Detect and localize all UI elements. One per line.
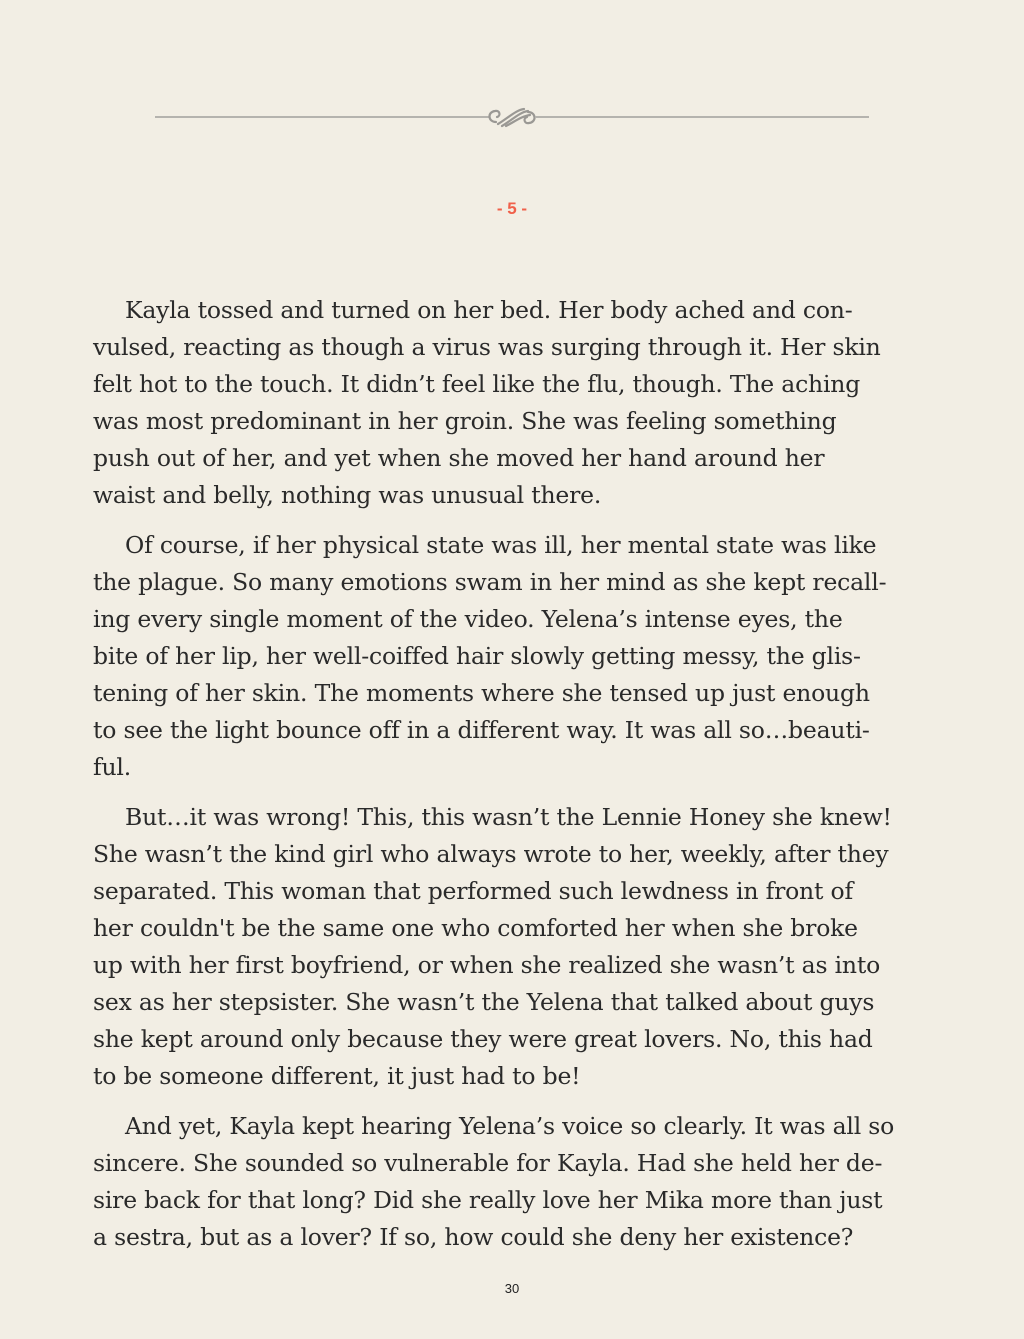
text-line: sex as her stepsister. She wasn’t the Yelena that talked about guys <box>93 988 875 1016</box>
text-line: vulsed, reacting as though a virus was surging through it. Her skin <box>93 333 881 361</box>
paragraph <box>93 292 953 514</box>
text-line: she kept around only because they were great lovers. No, this had <box>93 1025 873 1053</box>
text-line: Of course, if her physical state was ill, her mental state was like <box>125 531 877 559</box>
text-line: to see the light bounce off in a different way. It was all so…beauti- <box>93 716 870 744</box>
text-line: bite of her lip, her well-coiffed hair slowly getting messy, the glis- <box>93 642 861 670</box>
text-line: ing every single moment of the video. Yelena’s intense eyes, the <box>93 605 843 633</box>
text-line: But…it was wrong! This, this wasn’t the Lennie Honey she knew! <box>125 803 892 831</box>
text-line: to be someone different, it just had to be! <box>93 1062 581 1090</box>
text-line: separated. This woman that performed such lewdness in front of <box>93 877 853 905</box>
text-line: And yet, Kayla kept hearing Yelena’s voice so clearly. It was all so <box>125 1112 895 1140</box>
text-line: a sestra, but as a lover? If so, how could she deny her existence? <box>93 1223 854 1251</box>
text-line: ful. <box>93 753 132 781</box>
text-line: the plague. So many emotions swam in her mind as she kept recall- <box>93 568 887 596</box>
paragraph <box>93 527 953 786</box>
text-line: She wasn’t the kind girl who always wrote to her, weekly, after they <box>93 840 889 868</box>
chapter-body <box>93 292 953 1269</box>
text-line: her couldn't be the same one who comforted her when she broke <box>93 914 858 942</box>
text-line: up with her first boyfriend, or when she realized she wasn’t as into <box>93 951 881 979</box>
paragraph <box>93 799 953 1095</box>
divider-rule-left <box>155 116 490 118</box>
flourish-divider-icon <box>484 104 540 130</box>
text-line: waist and belly, nothing was unusual there. <box>93 481 602 509</box>
text-line: Kayla tossed and turned on her bed. Her body ached and con- <box>125 296 853 324</box>
text-line: sire back for that long? Did she really love her Mika more than just <box>93 1186 883 1214</box>
divider-rule-right <box>535 116 869 118</box>
text-line: felt hot to the touch. It didn’t feel like the flu, though. The aching <box>93 370 861 398</box>
text-line: was most predominant in her groin. She was feeling something <box>93 407 837 435</box>
paragraph <box>93 1108 953 1256</box>
text-line: tening of her skin. The moments where she tensed up just enough <box>93 679 870 707</box>
chapter-number: - 5 - <box>496 199 528 218</box>
page-number: 30 <box>504 1281 520 1296</box>
text-line: push out of her, and yet when she moved her hand around her <box>93 444 825 472</box>
text-line: sincere. She sounded so vulnerable for Kayla. Had she held her de- <box>93 1149 883 1177</box>
